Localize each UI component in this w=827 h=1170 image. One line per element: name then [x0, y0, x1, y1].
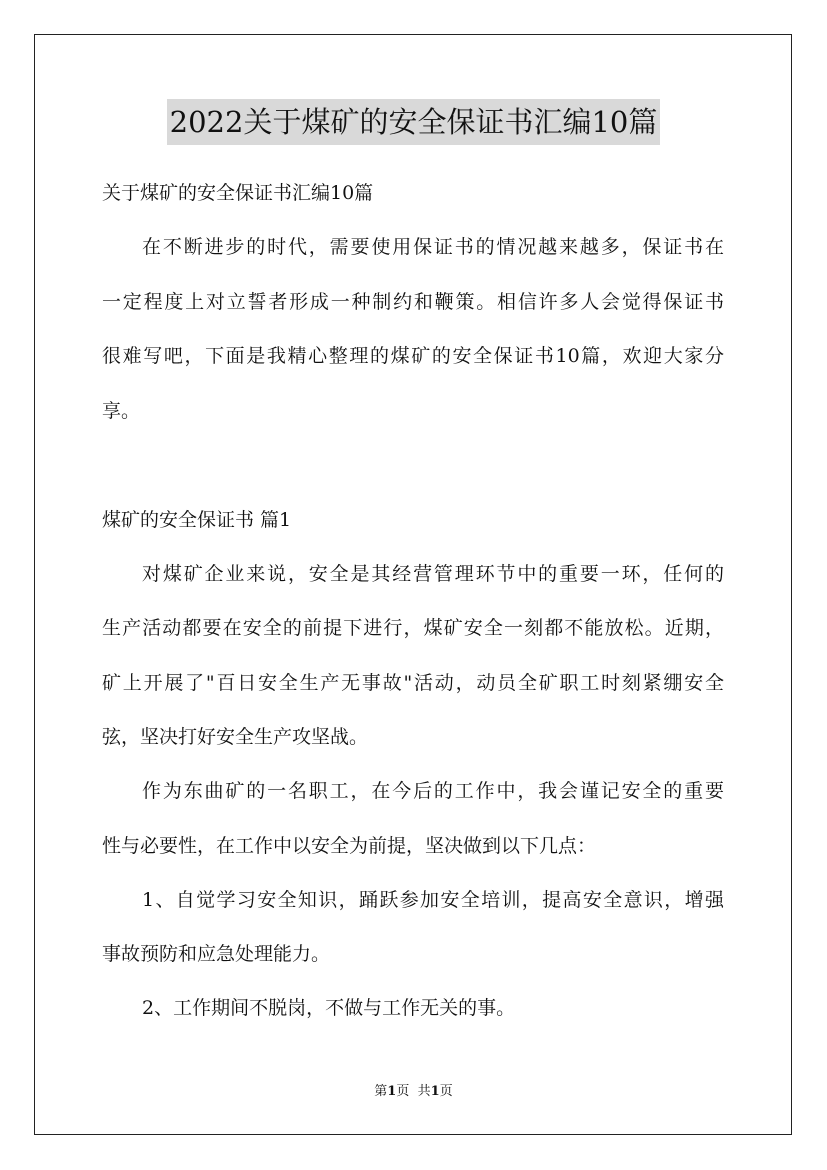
item1-line-1: 1、自觉学习安全知识，踊跃参加安全培训，提高安全意识，增强 [142, 889, 724, 911]
page-footer [0, 1083, 827, 1101]
item1-line-2: 事故预防和应急处理能力。 [102, 943, 331, 965]
title-container [0, 99, 827, 145]
footer-page-number: 1 [387, 1084, 397, 1099]
paragraph2-line-2: 性与必要性，在工作中以安全为前提，坚决做到以下几点： [102, 835, 597, 857]
paragraph2-line-1: 作为东曲矿的一名职工，在今后的工作中，我会谨记安全的重要 [142, 780, 724, 802]
paragraph1-line-2: 生产活动都要在安全的前提下进行，煤矿安全一刻都不能放松。近期， [102, 617, 724, 639]
footer-total-suffix: 页 [439, 1084, 453, 1099]
document-title: 2022关于煤矿的安全保证书汇编10篇 [167, 99, 661, 145]
intro-line-1: 在不断进步的时代，需要使用保证书的情况越来越多，保证书在 [142, 236, 724, 258]
paragraph1-line-1: 对煤矿企业来说，安全是其经营管理环节中的重要一环，任何的 [142, 563, 724, 585]
footer-total-prefix: 共 [417, 1084, 431, 1099]
intro-line-4: 享。 [102, 400, 141, 422]
footer-total-number: 1 [430, 1084, 440, 1099]
footer-page-prefix: 第 [374, 1084, 388, 1099]
intro-line-3: 很难写吧，下面是我精心整理的煤矿的安全保证书10篇，欢迎大家分 [102, 345, 724, 367]
item2-line-1: 2、工作期间不脱岗，不做与工作无关的事。 [142, 997, 516, 1019]
footer-page-suffix: 页 [396, 1084, 410, 1099]
document-subtitle: 关于煤矿的安全保证书汇编10篇 [102, 182, 374, 204]
paragraph1-line-4: 弦，坚决打好安全生产攻坚战。 [102, 726, 369, 748]
section-heading: 煤矿的安全保证书 篇1 [102, 509, 292, 531]
intro-line-2: 一定程度上对立誓者形成一种制约和鞭策。相信许多人会觉得保证书 [102, 291, 724, 313]
paragraph1-line-3: 矿上开展了"百日安全生产无事故"活动，动员全矿职工时刻紧绷安全 [102, 672, 724, 694]
